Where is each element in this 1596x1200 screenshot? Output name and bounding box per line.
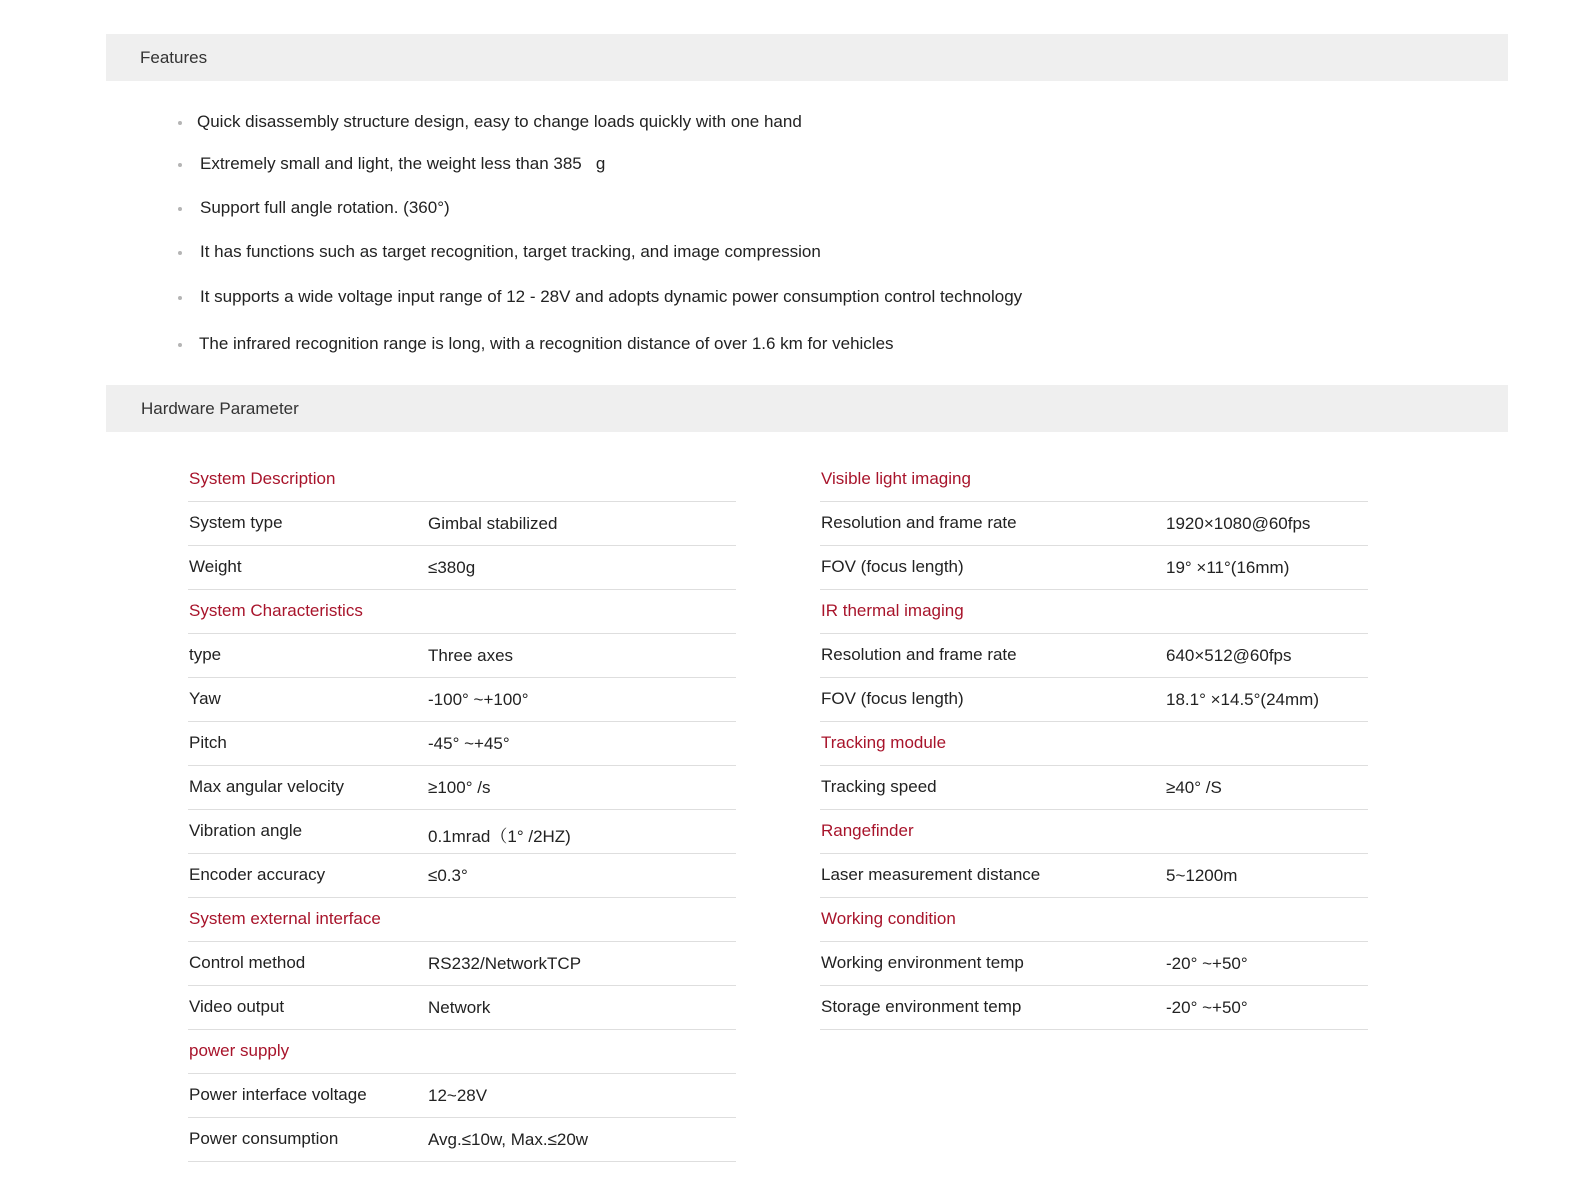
features-section-bar <box>106 34 1508 81</box>
spec-label: Yaw <box>189 689 221 708</box>
feature-text: Extremely small and light, the weight less than 385 g <box>200 154 606 173</box>
spec-group-header <box>188 898 736 942</box>
spec-table-right <box>820 458 1368 1030</box>
feature-text: Quick disassembly structure design, easy to change loads quickly with one hand <box>197 112 802 131</box>
spec-group-title: Tracking module <box>821 733 947 752</box>
spec-group-title: IR thermal imaging <box>821 601 964 620</box>
bullet-icon <box>178 121 182 125</box>
spec-row <box>188 1118 736 1162</box>
spec-group-header <box>820 898 1368 942</box>
spec-label: Resolution and frame rate <box>821 645 1017 664</box>
spec-label: Power consumption <box>189 1129 339 1148</box>
spec-row <box>188 678 736 722</box>
spec-row <box>820 502 1368 546</box>
spec-group-title: Rangefinder <box>821 821 914 840</box>
spec-row <box>820 546 1368 590</box>
spec-row <box>188 722 736 766</box>
spec-group-header <box>820 810 1368 854</box>
spec-value: -20° ~+50° <box>1166 998 1248 1017</box>
spec-table-left <box>188 458 736 1162</box>
spec-value: 5~1200m <box>1166 866 1238 885</box>
bullet-icon <box>178 163 182 167</box>
spec-row <box>188 942 736 986</box>
spec-label: Vibration angle <box>189 821 303 840</box>
spec-group-title: System Characteristics <box>189 601 363 620</box>
spec-value: Network <box>428 998 491 1017</box>
spec-row <box>188 854 736 898</box>
hardware-title: Hardware Parameter <box>141 398 299 418</box>
spec-group-title: Visible light imaging <box>821 469 971 488</box>
spec-group-header <box>188 1030 736 1074</box>
spec-value: -45° ~+45° <box>428 734 510 753</box>
spec-row <box>188 546 736 590</box>
spec-label: System type <box>189 513 283 532</box>
spec-value: 640×512@60fps <box>1166 646 1292 665</box>
spec-row <box>820 634 1368 678</box>
spec-label: Storage environment temp <box>821 997 1022 1016</box>
spec-row <box>820 942 1368 986</box>
spec-label: type <box>189 645 222 664</box>
spec-row <box>188 1074 736 1118</box>
spec-row <box>820 986 1368 1030</box>
spec-label: Max angular velocity <box>189 777 344 796</box>
spec-label: Laser measurement distance <box>821 865 1041 884</box>
feature-text: Support full angle rotation. (360°) <box>200 198 450 217</box>
bullet-icon <box>178 296 182 300</box>
spec-row <box>188 766 736 810</box>
spec-label: FOV (focus length) <box>821 689 964 708</box>
spec-group-header <box>188 458 736 502</box>
spec-label: Control method <box>189 953 306 972</box>
spec-value: -20° ~+50° <box>1166 954 1248 973</box>
feature-text: It has functions such as target recognition, target tracking, and image compression <box>200 242 821 261</box>
features-title: Features <box>140 47 208 67</box>
feature-text: It supports a wide voltage input range of 12 - 28V and adopts dynamic power consumption control technology <box>200 287 1023 306</box>
spec-group-header <box>188 590 736 634</box>
spec-row <box>820 854 1368 898</box>
spec-value: -100° ~+100° <box>428 690 529 709</box>
spec-row <box>188 810 736 854</box>
spec-row <box>820 678 1368 722</box>
spec-label: Working environment temp <box>821 953 1024 972</box>
spec-label: Encoder accuracy <box>189 865 326 884</box>
spec-value: ≤0.3° <box>428 866 468 885</box>
hardware-section-bar <box>106 385 1508 432</box>
spec-value: 1920×1080@60fps <box>1166 514 1311 533</box>
spec-value: Three axes <box>428 646 514 665</box>
feature-text: The infrared recognition range is long, with a recognition distance of over 1.6 km for vehicles <box>199 334 894 353</box>
spec-label: Tracking speed <box>821 777 937 796</box>
spec-label: Resolution and frame rate <box>821 513 1017 532</box>
spec-group-header <box>820 458 1368 502</box>
spec-value: RS232/NetworkTCP <box>428 954 582 973</box>
spec-row <box>188 502 736 546</box>
spec-group-title: System Description <box>189 469 336 488</box>
spec-value: ≥100° /s <box>428 778 491 797</box>
spec-value: Avg.≤10w, Max.≤20w <box>428 1130 589 1149</box>
spec-label: Video output <box>189 997 285 1016</box>
spec-value: 18.1° ×14.5°(24mm) <box>1166 690 1319 709</box>
spec-label: Power interface voltage <box>189 1085 367 1104</box>
spec-row <box>188 986 736 1030</box>
spec-label: Pitch <box>189 733 227 752</box>
spec-group-title: Working condition <box>821 909 956 928</box>
spec-value: ≥40° /S <box>1166 778 1222 797</box>
spec-group-title: power supply <box>189 1041 290 1060</box>
spec-label: FOV (focus length) <box>821 557 964 576</box>
spec-group-header <box>820 590 1368 634</box>
spec-value: Gimbal stabilized <box>428 514 558 533</box>
bullet-icon <box>178 343 182 347</box>
spec-group-title: System external interface <box>189 909 381 928</box>
spec-row <box>188 634 736 678</box>
bullet-icon <box>178 207 182 211</box>
bullet-icon <box>178 251 182 255</box>
spec-label: Weight <box>189 557 242 576</box>
spec-group-header <box>820 722 1368 766</box>
spec-value: ≤380g <box>428 558 476 577</box>
spec-value: 19° ×11°(16mm) <box>1166 558 1290 577</box>
spec-value: 12~28V <box>428 1086 488 1105</box>
spec-value: 0.1mrad（1° /2HZ) <box>428 827 571 846</box>
spec-row <box>820 766 1368 810</box>
